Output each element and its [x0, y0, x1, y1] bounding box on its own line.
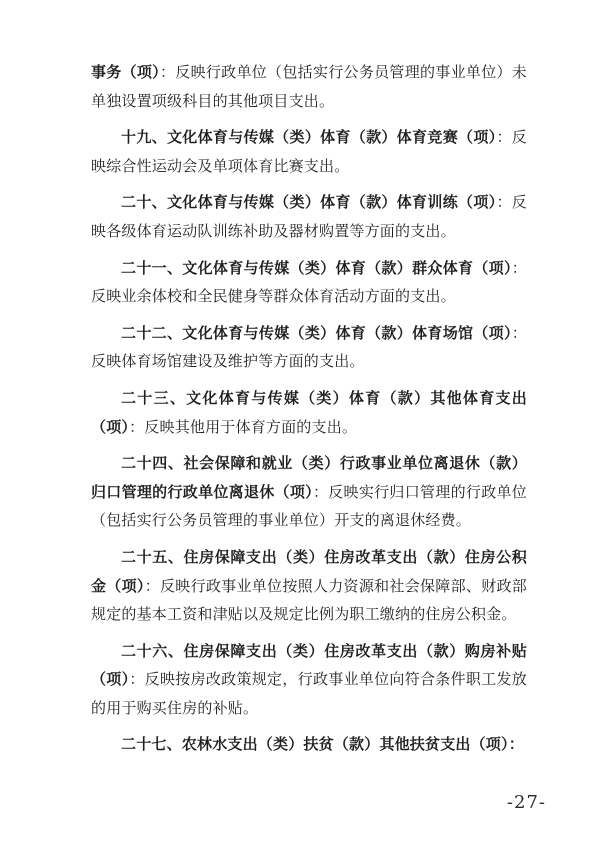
paragraph-text: ：反映综合性运动会及单项体育比赛支出。: [91, 128, 527, 175]
document-body: [91, 58, 527, 767]
paragraph-text: ：反映其他用于体育方面的支出。: [129, 417, 358, 436]
page-number: -27-: [506, 792, 546, 813]
paragraph-4: [91, 254, 527, 311]
paragraph-heading: 二十五、住房保障支出（类）住房改革支出（款）住房公积金（项）: [91, 547, 527, 595]
paragraph-2: [91, 123, 527, 180]
paragraph-heading: 十九、文化体育与传媒（类）体育（款）体育竞赛（项）: [121, 128, 497, 147]
paragraph-text: ：反映实行归口管理的行政单位（包括实行公务员管理的事业单位）开支的离退休经费。: [91, 482, 527, 530]
paragraph-text: ：反映行政事业单位按照人力资源和社会保障部、财政部规定的基本工资和津贴以及规定比例为职工缴纳的住房公积金。: [91, 576, 527, 624]
paragraph-heading: 事务（项）: [91, 63, 160, 81]
paragraph-6: [91, 384, 527, 441]
paragraph-heading: 二十七、农林水支出（类）扶贫（款）其他扶贫支出（项）: [121, 735, 509, 754]
paragraph-heading: 二十、文化体育与传媒（类）体育（款）体育训练（项）: [121, 193, 497, 212]
paragraph-text: ：反映行政单位（包括实行公务员管理的事业单位）未单独设置项级科目的其他项目支出。: [91, 63, 527, 110]
paragraph-heading: 二十六、住房保障支出（类）住房改革支出（款）购房补贴（项）: [91, 641, 527, 689]
paragraph-3: [91, 188, 527, 245]
paragraph-text: ：: [508, 735, 524, 754]
paragraph-9: [91, 637, 527, 723]
paragraph-5: [91, 319, 527, 376]
paragraph-7: [91, 449, 527, 535]
paragraph-1: [91, 58, 527, 115]
paragraph-8: [91, 543, 527, 629]
paragraph-heading: 二十四、社会保障和就业（类）行政事业单位离退休（款）归口管理的行政单位离退休（项）: [91, 454, 527, 501]
paragraph-text: ：反映按房改政策规定，行政事业单位向符合条件职工发放的用于购买住房的补贴。: [91, 670, 527, 717]
paragraph-heading: 二十一、文化体育与传媒（类）体育（款）群众体育（项）: [121, 258, 512, 277]
paragraph-heading: 二十二、文化体育与传媒（类）体育（款）体育场馆（项）: [121, 323, 512, 342]
paragraph-text: ：反映各级体育运动队训练补助及器材购置等方面的支出。: [91, 193, 527, 240]
paragraph-heading: 二十三、文化体育与传媒（类）体育（款）其他体育支出（项）: [91, 388, 527, 436]
paragraph-text: ：反映体育场馆建设及维护等方面的支出。: [91, 323, 527, 371]
paragraph-10: [91, 730, 527, 759]
paragraph-text: ：反映业余体校和全民健身等群众体育活动方面的支出。: [91, 258, 527, 306]
